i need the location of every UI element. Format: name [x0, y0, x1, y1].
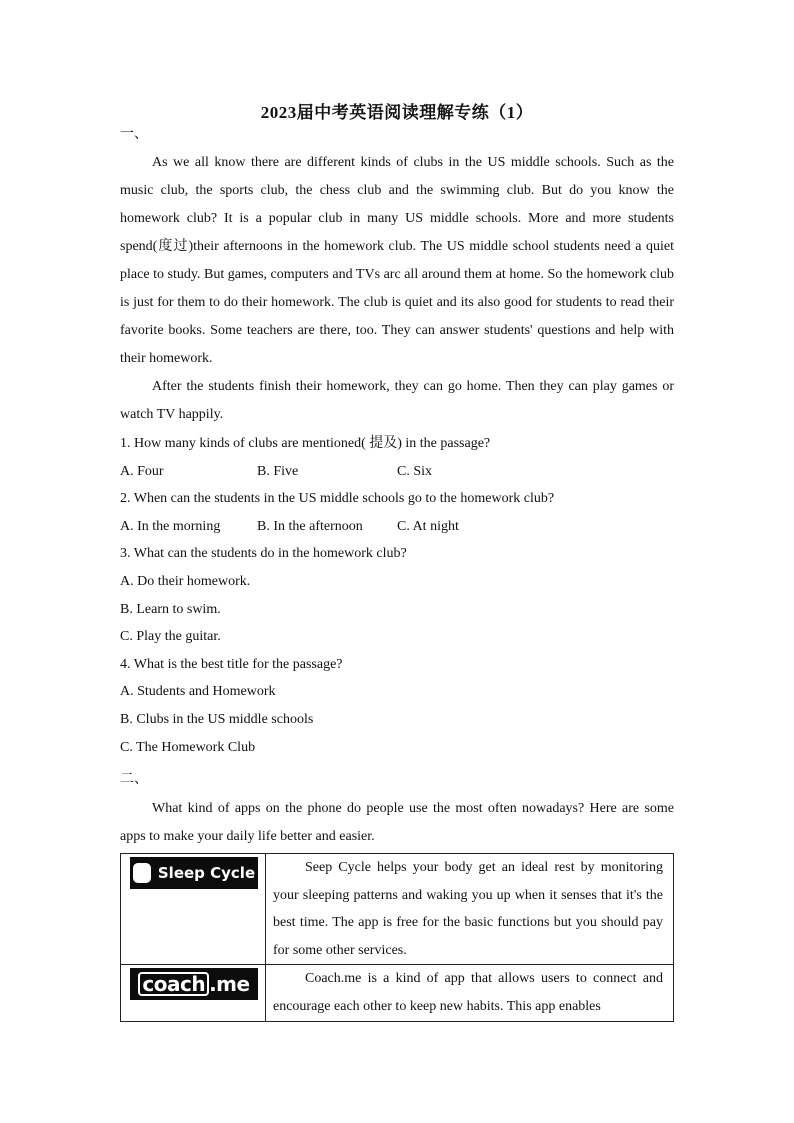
- logo-cell: [121, 965, 266, 1021]
- sleep-cycle-logo: [130, 857, 258, 889]
- logo-text-coach: coach: [138, 972, 209, 996]
- app-description: Coach.me is a kind of app that allows users to connect and encourage each other to keep new habits. This app enables: [273, 971, 663, 1014]
- apps-table: [120, 853, 674, 1022]
- section-one-passage: [120, 149, 674, 429]
- question-1: 1. How many kinds of clubs are mentioned( 提及) in the passage?: [120, 436, 491, 451]
- table-row: [121, 854, 674, 965]
- question-2-options: [120, 513, 674, 541]
- question-4: 4. What is the best title for the passage?: [120, 656, 343, 672]
- option-b: B. Clubs in the US middle schools: [120, 711, 314, 727]
- option-a: A. Do their homework.: [120, 573, 251, 589]
- app-description: Seep Cycle helps your body get an ideal rest by monitoring your sleeping patterns and waking you up when it senses that it's the best time. The app is free for the basic functions but you should pay for some other services.: [273, 860, 663, 958]
- section-one-heading: 一、: [120, 127, 148, 142]
- logo-cell: [121, 854, 266, 965]
- question-1-options: [120, 458, 674, 486]
- logo-text: Sleep Cycle: [157, 864, 256, 882]
- table-row: [121, 965, 674, 1021]
- option-a: A. Students and Homework: [120, 684, 276, 700]
- question-2: 2. When can the students in the US middle schools go to the homework club?: [120, 491, 555, 507]
- option-a: A. In the morning: [120, 518, 221, 534]
- coach-me-logo: [130, 968, 258, 1000]
- sleep-cycle-icon: [133, 863, 151, 883]
- question-3: 3. What can the students do in the homework club?: [120, 546, 407, 562]
- option-b: B. Five: [257, 463, 299, 479]
- question-list: [120, 430, 674, 761]
- page-title: 2023届中考英语阅读理解专练（1）: [260, 103, 534, 122]
- description-cell: [266, 854, 674, 965]
- description-cell: [266, 965, 674, 1021]
- option-b: B. Learn to swim.: [120, 601, 221, 617]
- option-c: C. The Homework Club: [120, 739, 256, 755]
- option-b: B. In the afternoon: [257, 518, 363, 534]
- option-a: A. Four: [120, 463, 164, 479]
- intro-paragraph: What kind of apps on the phone do people use the most often nowadays? Here are some apps to make your daily life better and easier.: [120, 801, 674, 844]
- passage-paragraph-1: As we all know there are different kinds of clubs in the US middle schools. Such as the music club, the sports club, the chess club and the swimming club. But do you know the homework club? It is a popular club in many US middle schools. More and more students spend(度过)their afternoons in the homework club. The US middle school students need a quiet place to study. But games, computers and TVs arc all around them at home. So the homework club is just for them to do their homework. The club is quiet and its also good for students to read their favorite books. Some teachers are there, too. They can answer students' questions and help with their homework.: [120, 155, 674, 366]
- passage-paragraph-2: After the students finish their homework, they can go home. Then they can play games or watch TV happily.: [120, 379, 674, 422]
- logo-text-me: .me: [209, 972, 250, 997]
- option-c: C. At night: [397, 518, 459, 534]
- section-two-heading: 二、: [120, 772, 148, 787]
- option-c: C. Play the guitar.: [120, 629, 221, 645]
- option-c: C. Six: [397, 463, 433, 479]
- section-two-intro: [120, 795, 674, 851]
